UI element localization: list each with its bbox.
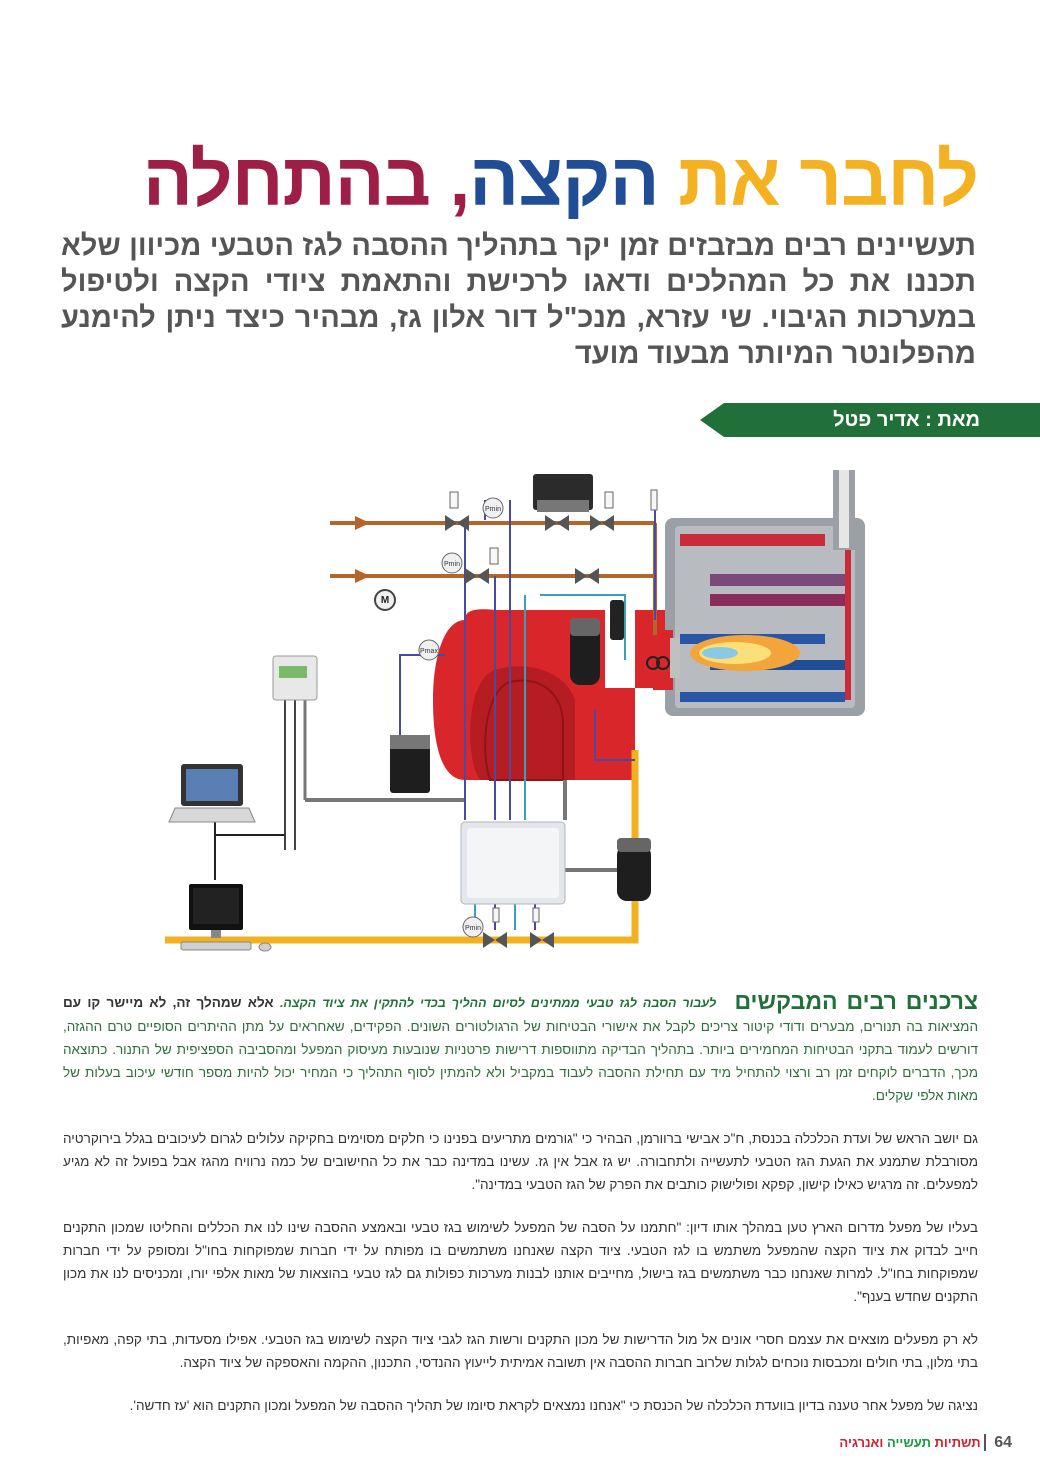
burner-control-cabinet: [461, 822, 565, 904]
article-subtitle: תעשיינים רבים מבזבזים זמן יקר בתהליך ההסבה לגז הטבעי מכיוון שלא תכננו את כל המהלכים ודאגו לרכישת והתאמת ציודי הקצה ולטיפול במערכות הגיבוי. שי עזרא, מנכ"ל דור אלון גז, מבהיר כיצד ניתן להימנע מהפלונטר המיותר מבעוד מועד: [61, 230, 976, 370]
pressure-label-1: Pmin: [485, 506, 501, 513]
magazine-name: תשתיות תעשייה ואנרגיה: [839, 1435, 981, 1450]
headline-part-3: , בהתחלה: [142, 138, 470, 221]
pressure-label-2: Pmin: [444, 561, 460, 568]
page-footer: [839, 1432, 1012, 1454]
pressure-label-3: Pmax: [420, 648, 438, 655]
paragraph-5: נציגה של מפעל אחר טענה בדיון בוועדת הכלכלה של הכנסת כי "אנחנו נמצאים לקראת סיומו של תהליך ההסבה של המפעל ומכון התקנים הוא 'עז חדשה'.: [129, 1398, 978, 1413]
gas-burner-system-diagram: [165, 460, 875, 970]
page-number: 64: [984, 1434, 1012, 1451]
display-panel: [273, 656, 317, 700]
section-heading: צרכנים רבים המבקשים: [734, 988, 979, 1014]
paragraph-3: בעליו של מפעל מדרום הארץ טען במהלך אותו דיון: "חתמנו על הסבה של המפעל לשימוש בגז טבעי ובאמצע ההסבה שינו לנו את הכללים והחליטו שמכון התקנים חייב לבדוק את ציוד הקצה שהמפעל משתמש בו לגז הטבעי. ציוד הקצה שאנחנו משתמשים בו מפותח על ידי חברות שמפוקחות בחו"ל ומסופק על ידי חברות שמפוקחות בחו"ל. למרות שאנחנו כבר משתמשים בגז בישול, מחייבים אותנו לבנות מערכות כפולות גם לגז טבעי בהוצאות של מאות אלפי יורו, ומכניסים לנו את מכון התקנים שחדש בענף".: [63, 1220, 978, 1304]
article-headline: [78, 140, 978, 220]
paragraph-1: [63, 990, 978, 1107]
headline-part-2: הקצה: [469, 138, 659, 221]
article-body: [63, 990, 978, 1437]
motor-label: M: [380, 595, 390, 606]
lead-sentence: לעבור הסבה לגז טבעי ממתינים לסיום ההליך בכדי להתקין את ציוד הקצה.: [279, 996, 717, 1010]
paragraph-2: גם יושב הראש של ועדת הכלכלה בכנסת, ח"כ אבישי ברוורמן, הבהיר כי "גורמים מתריעים בפנינו כי חלקים מסוימים בחקיקה עלולים לגרום לעיכובים בגלל בירוקרטיה מסורבלת שתמנע את הגעת הגז הטבעי לתעשייה ולתחבורה. יש גז אבל אין גז. עשינו במדינה כבר את כל החישובים של כמה נרוויח מהגז אבל בפועל זה לא מגיע למפעלים. זה מרגיש כאילו קישון, קפקא ופולישוק כותבים את הפרק של הגז הטבעי במדינה".: [63, 1131, 978, 1192]
flow-arrows: [355, 516, 370, 583]
headline-part-1: לחבר את: [658, 138, 978, 221]
lead-continuation: אלא שמהלך זה, לא מיישר קו עם: [63, 995, 280, 1010]
paragraph-1-text: המציאות בה תנורים, מבערים ודודי קיטור צריכים לקבל את אישורי הבטיחות של הרגולטורים השונים. הפקידים, שאחראים על מתן ההיתרים הסופיים טרם ההגזה, דורשים לעמוד בתקני הבטיחות המחמירים ביותר. בתהליך הבדיקה מתווספות דרישות פרטניות שנובעות מעיסוק המפעל ומהסביבה הספציפית של התנור. כתוצאה מכך, הדברים לוקחים זמן רב ורצוי להתחיל מיד עם תחילת ההסבה לעבוד במקביל ולא להמתין לסוף התהליך כי המחיר יכול להיות מספר חודשי עיכוב בעלות של מאות אלפי שקלים.: [63, 1019, 978, 1103]
boiler: [665, 470, 865, 716]
paragraph-4: לא רק מפעלים מוצאים את עצמם חסרי אונים אל מול הדרישות של מכון התקנים ורשות הגז לגבי ציוד הקצה לשימוש בגז הטבעי. אפילו מסעדות, בתי קפה, מאפיות, בתי מלון, בתי חולים ומכבסות נוכחים לגלות שלרוב חברות ההסבה אין תשובה אמיתית לייעוץ ההנדסי, התכנון, ההקמה והאספקה של ציוד הקצה.: [63, 1332, 978, 1370]
byline-text: מאת : אדיר פטל: [833, 409, 980, 431]
laptop-icon: [169, 764, 255, 822]
burner-housing: [433, 609, 680, 780]
pressure-label-4: Pmin: [465, 925, 481, 932]
